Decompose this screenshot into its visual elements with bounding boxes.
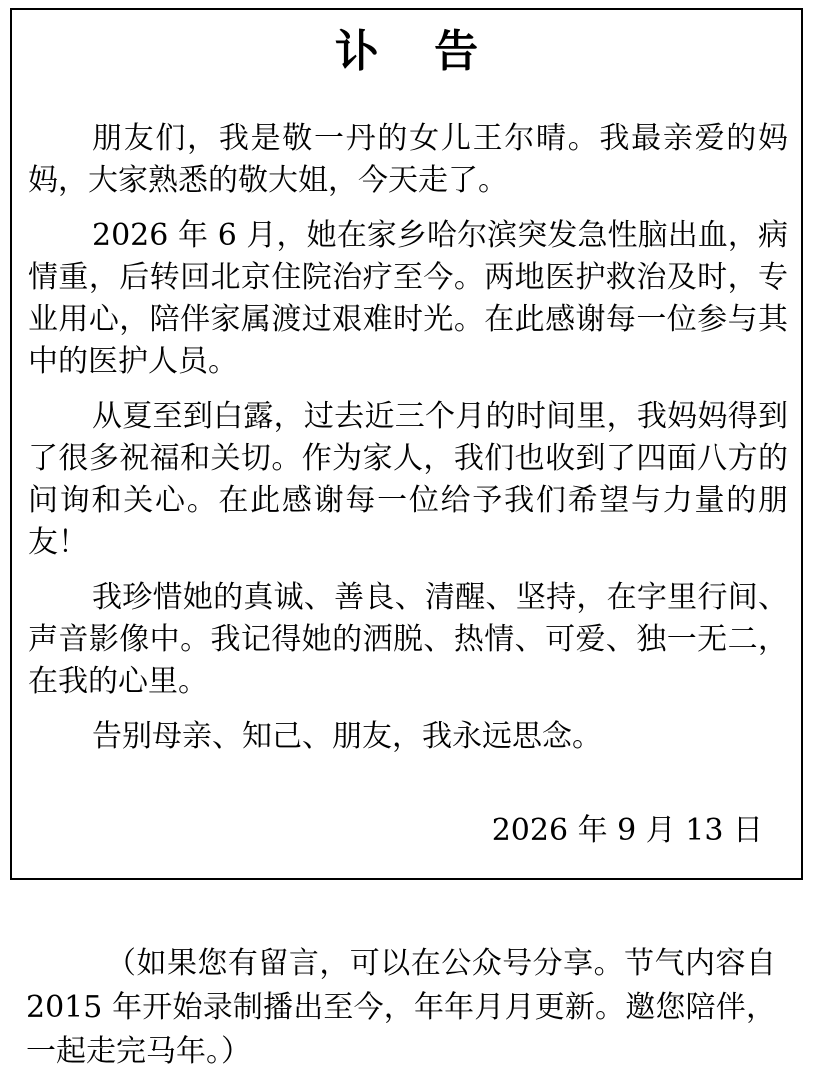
- paragraph-3: 从夏至到白露，过去近三个月的时间里，我妈妈得到了很多祝福和关切。作为家人，我们也收到了四面八方的问询和关心。在此感谢每一位给予我们希望与力量的朋友！: [28, 399, 788, 560]
- paragraph-1: 朋友们，我是敬一丹的女儿王尔晴。我最亲爱的妈妈，大家熟悉的敬大姐，今天走了。: [28, 121, 788, 198]
- paragraph-2: 2026 年 6 月，她在家乡哈尔滨突发急性脑出血，病情重，后转回北京住院治疗至今。两地医护救治及时，专业用心，陪伴家属渡过艰难时光。在此感谢每一位参与其中的医护人员。: [28, 218, 788, 379]
- notice-date: 2026 年 9 月 13 日: [491, 813, 763, 848]
- notice-body: [28, 118, 788, 771]
- paragraph-5: 告别母亲、知己、朋友，我永远思念。: [92, 719, 602, 754]
- obituary-notice: [10, 8, 803, 880]
- notice-title: 讣 告: [334, 26, 499, 77]
- footer-note: （如果您有留言，可以在公众号分享。节气内容自 2015 年开始录制播出至今，年年月月更新。邀您陪伴，一起走完马年。）: [26, 946, 776, 1069]
- paragraph-4: 我珍惜她的真诚、善良、清醒、坚持，在字里行间、声音影像中。我记得她的洒脱、热情、可爱、独一无二，在我的心里。: [28, 580, 788, 699]
